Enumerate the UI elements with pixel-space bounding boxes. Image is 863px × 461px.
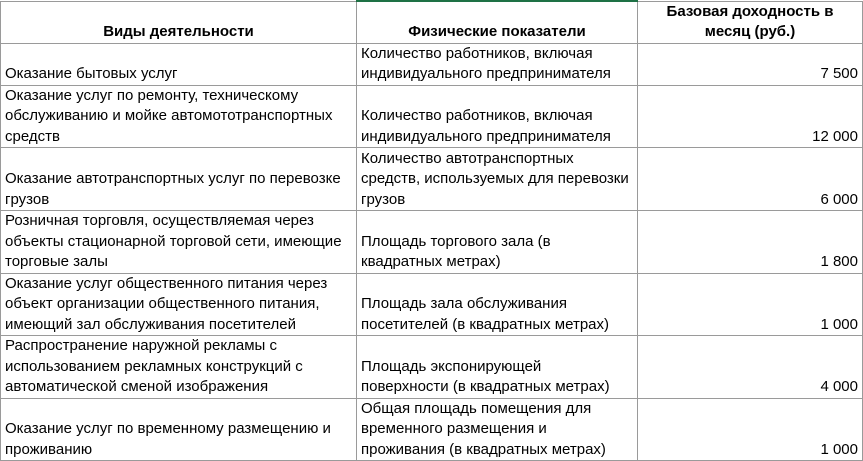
cell-income[interactable]: 6 000 xyxy=(638,148,863,211)
cell-income[interactable]: 1 800 xyxy=(638,211,863,274)
cell-indicator[interactable]: Количество работников, включая индивидуального предпринимателя xyxy=(357,85,638,148)
cell-indicator[interactable]: Общая площадь помещения для временного размещения и проживания (в квадратных метрах) xyxy=(357,398,638,461)
cell-income[interactable]: 1 000 xyxy=(638,398,863,461)
table-row xyxy=(1,211,863,274)
cell-activity[interactable]: Оказание услуг по временному размещению и проживанию xyxy=(1,398,357,461)
table-row xyxy=(1,148,863,211)
cell-indicator[interactable]: Площадь зала обслуживания посетителей (в квадратных метрах) xyxy=(357,273,638,336)
table-row xyxy=(1,43,863,85)
cell-indicator[interactable]: Площадь экспонирующей поверхности (в квадратных метрах) xyxy=(357,336,638,399)
cell-income[interactable]: 4 000 xyxy=(638,336,863,399)
cell-activity[interactable]: Оказание бытовых услуг xyxy=(1,43,357,85)
cell-income[interactable]: 1 000 xyxy=(638,273,863,336)
header-income[interactable]: Базовая доходность в месяц (руб.) xyxy=(638,1,863,43)
cell-indicator[interactable]: Количество работников, включая индивидуального предпринимателя xyxy=(357,43,638,85)
cell-indicator[interactable]: Площадь торгового зала (в квадратных метрах) xyxy=(357,211,638,274)
cell-activity[interactable]: Оказание услуг общественного питания через объект организации общественного питания, имеющий зал обслуживания посетителей xyxy=(1,273,357,336)
header-indicator[interactable]: Физические показатели xyxy=(357,1,638,43)
cell-income[interactable]: 7 500 xyxy=(638,43,863,85)
table-row xyxy=(1,85,863,148)
cell-activity[interactable]: Оказание услуг по ремонту, техническому обслуживанию и мойке автомототранспортных средств xyxy=(1,85,357,148)
header-activity[interactable]: Виды деятельности xyxy=(1,1,357,43)
table-row xyxy=(1,273,863,336)
cell-indicator[interactable]: Количество автотранспортных средств, используемых для перевозки грузов xyxy=(357,148,638,211)
cell-income[interactable]: 12 000 xyxy=(638,85,863,148)
cell-activity[interactable]: Розничная торговля, осуществляемая через объекты стационарной торговой сети, имеющие торговые залы xyxy=(1,211,357,274)
table-row xyxy=(1,336,863,399)
cell-activity[interactable]: Распространение наружной рекламы с использованием рекламных конструкций с автоматической сменой изображения xyxy=(1,336,357,399)
cell-activity[interactable]: Оказание автотранспортных услуг по перевозке грузов xyxy=(1,148,357,211)
table-row xyxy=(1,398,863,461)
header-row xyxy=(1,1,863,43)
